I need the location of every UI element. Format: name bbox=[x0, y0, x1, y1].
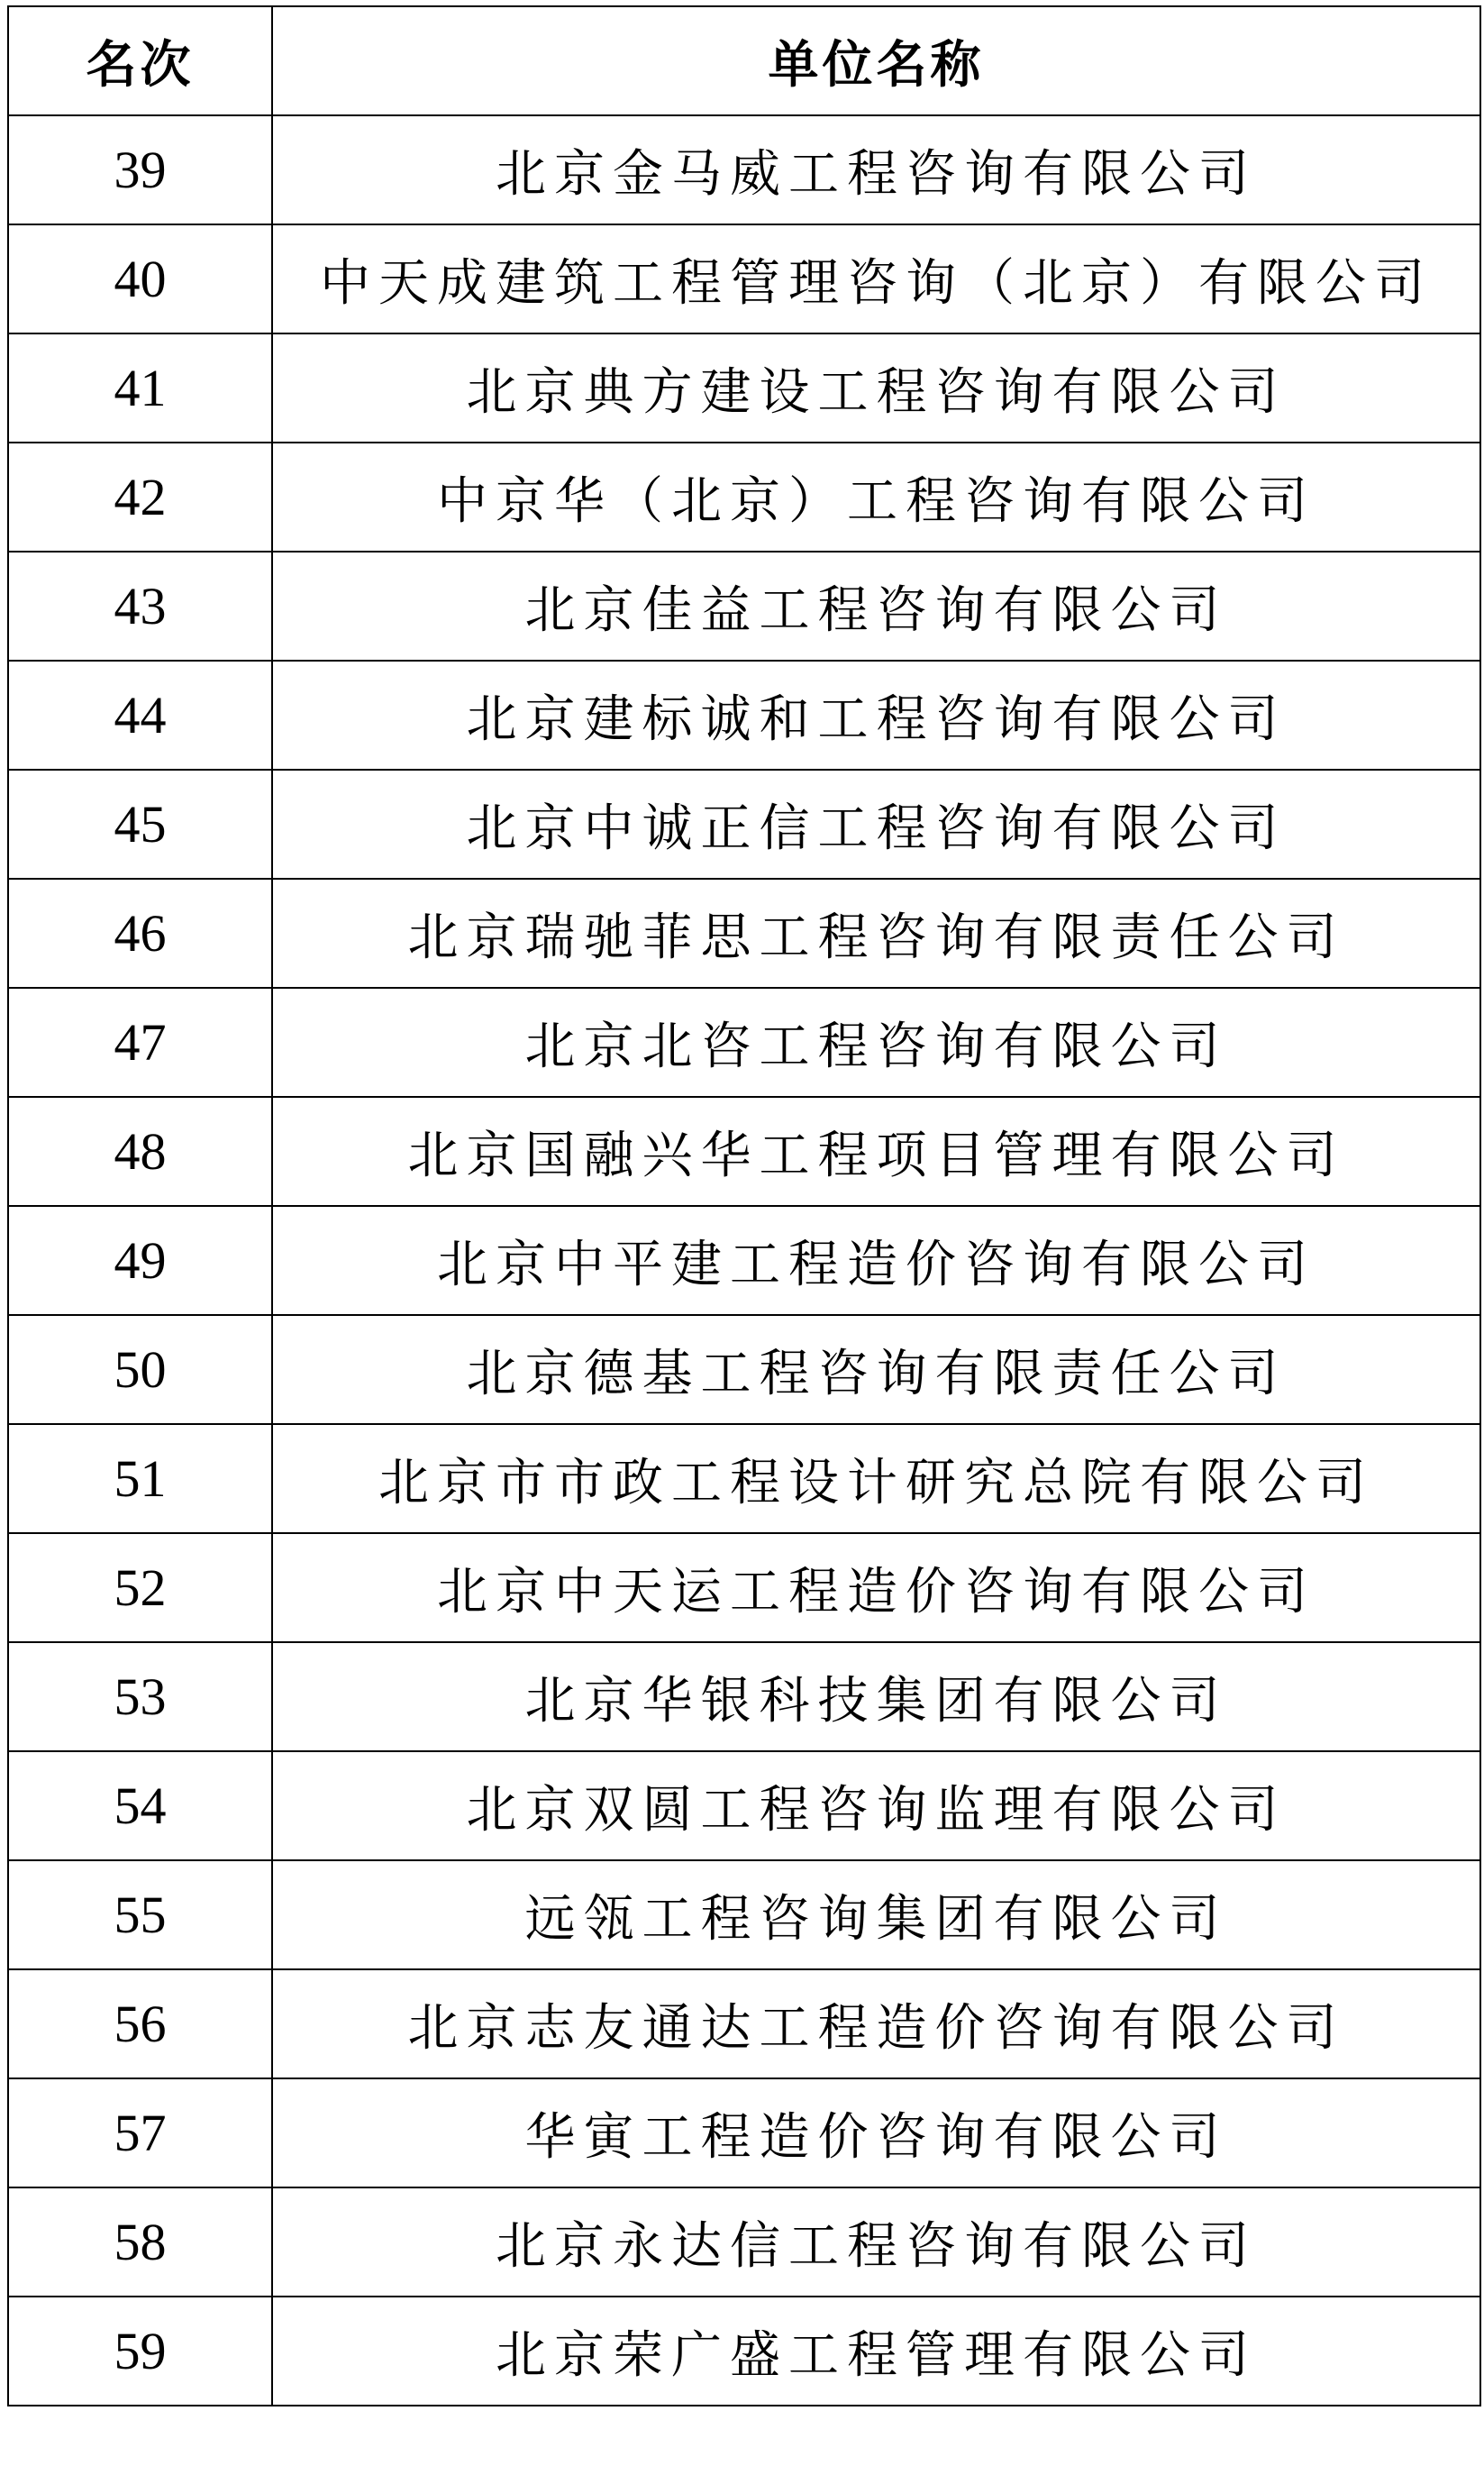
rank-cell: 41 bbox=[8, 333, 272, 443]
rank-cell: 47 bbox=[8, 988, 272, 1097]
rank-cell: 49 bbox=[8, 1206, 272, 1315]
company-name-cell: 北京永达信工程咨询有限公司 bbox=[272, 2187, 1480, 2297]
company-name-cell: 北京国融兴华工程项目管理有限公司 bbox=[272, 1097, 1480, 1206]
table-row bbox=[8, 1315, 1480, 1424]
company-name-cell: 北京中天运工程造价咨询有限公司 bbox=[272, 1533, 1480, 1642]
rank-cell: 42 bbox=[8, 443, 272, 552]
rank-cell: 46 bbox=[8, 879, 272, 988]
company-name-cell: 北京荣广盛工程管理有限公司 bbox=[272, 2297, 1480, 2406]
table-row bbox=[8, 1206, 1480, 1315]
company-name-cell: 北京建标诚和工程咨询有限公司 bbox=[272, 661, 1480, 770]
rank-cell: 54 bbox=[8, 1751, 272, 1860]
table-row bbox=[8, 333, 1480, 443]
company-name-cell: 北京佳益工程咨询有限公司 bbox=[272, 552, 1480, 661]
table-row bbox=[8, 770, 1480, 879]
table-row bbox=[8, 1969, 1480, 2078]
rank-cell: 59 bbox=[8, 2297, 272, 2406]
table-row bbox=[8, 1424, 1480, 1533]
rank-cell: 55 bbox=[8, 1860, 272, 1969]
table-row bbox=[8, 1860, 1480, 1969]
table-row bbox=[8, 443, 1480, 552]
rank-cell: 40 bbox=[8, 224, 272, 333]
company-name-cell: 北京中平建工程造价咨询有限公司 bbox=[272, 1206, 1480, 1315]
company-name-cell: 北京德基工程咨询有限责任公司 bbox=[272, 1315, 1480, 1424]
name-column-header: 单位名称 bbox=[272, 6, 1480, 115]
table-header bbox=[8, 6, 1480, 115]
company-name-cell: 中天成建筑工程管理咨询（北京）有限公司 bbox=[272, 224, 1480, 333]
rank-cell: 53 bbox=[8, 1642, 272, 1751]
table-row bbox=[8, 988, 1480, 1097]
company-name-cell: 北京志友通达工程造价咨询有限公司 bbox=[272, 1969, 1480, 2078]
rank-cell: 45 bbox=[8, 770, 272, 879]
company-name-cell: 北京金马威工程咨询有限公司 bbox=[272, 115, 1480, 224]
company-name-cell: 北京华银科技集团有限公司 bbox=[272, 1642, 1480, 1751]
header-row bbox=[8, 6, 1480, 115]
company-name-cell: 华寅工程造价咨询有限公司 bbox=[272, 2078, 1480, 2187]
rank-cell: 39 bbox=[8, 115, 272, 224]
table-row bbox=[8, 2297, 1480, 2406]
rank-cell: 43 bbox=[8, 552, 272, 661]
rank-cell: 50 bbox=[8, 1315, 272, 1424]
table-row bbox=[8, 224, 1480, 333]
rank-cell: 52 bbox=[8, 1533, 272, 1642]
table-row bbox=[8, 661, 1480, 770]
company-name-cell: 中京华（北京）工程咨询有限公司 bbox=[272, 443, 1480, 552]
company-name-cell: 北京市市政工程设计研究总院有限公司 bbox=[272, 1424, 1480, 1533]
rank-cell: 48 bbox=[8, 1097, 272, 1206]
table-row bbox=[8, 115, 1480, 224]
ranking-table bbox=[7, 5, 1481, 2406]
table-row bbox=[8, 1097, 1480, 1206]
rank-cell: 44 bbox=[8, 661, 272, 770]
company-name-cell: 北京北咨工程咨询有限公司 bbox=[272, 988, 1480, 1097]
table-row bbox=[8, 1533, 1480, 1642]
company-name-cell: 北京瑞驰菲思工程咨询有限责任公司 bbox=[272, 879, 1480, 988]
rank-cell: 57 bbox=[8, 2078, 272, 2187]
rank-cell: 58 bbox=[8, 2187, 272, 2297]
rank-cell: 51 bbox=[8, 1424, 272, 1533]
rank-cell: 56 bbox=[8, 1969, 272, 2078]
table-row bbox=[8, 2078, 1480, 2187]
table-row bbox=[8, 1642, 1480, 1751]
company-name-cell: 北京典方建设工程咨询有限公司 bbox=[272, 333, 1480, 443]
table-row bbox=[8, 2187, 1480, 2297]
table-row bbox=[8, 879, 1480, 988]
company-name-cell: 远瓴工程咨询集团有限公司 bbox=[272, 1860, 1480, 1969]
rank-column-header: 名次 bbox=[8, 6, 272, 115]
table-row bbox=[8, 1751, 1480, 1860]
company-name-cell: 北京中诚正信工程咨询有限公司 bbox=[272, 770, 1480, 879]
company-name-cell: 北京双圆工程咨询监理有限公司 bbox=[272, 1751, 1480, 1860]
table-body bbox=[8, 115, 1480, 2406]
table-row bbox=[8, 552, 1480, 661]
